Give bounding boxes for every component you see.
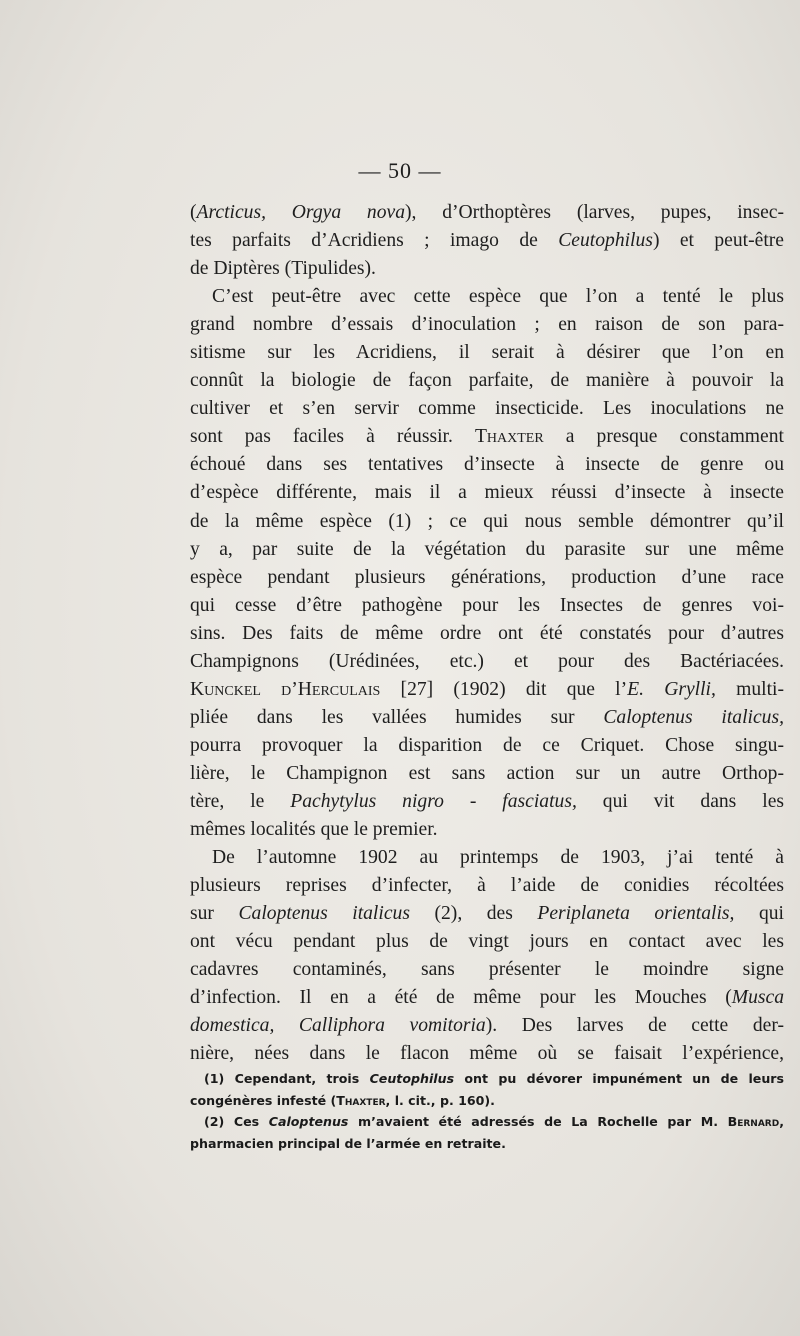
lines-line: [190, 760, 784, 788]
text-run: d’espèce différente, mais il a mieux réussi d’insecte à insecte: [190, 482, 784, 504]
lines-line: [190, 367, 784, 395]
text-run: ont pu dévorer impunément un de leurs: [454, 1071, 784, 1086]
footnotes-line: [190, 1090, 784, 1112]
text-run: (: [190, 202, 197, 223]
text-run: ont vécu pendant plus de vingt jours en contact avec les: [190, 931, 784, 953]
text-run: cultiver et s’en servir comme insecticide. Les inoculations ne: [190, 398, 784, 420]
text-run: pourra provoquer la disparition de ce Criquet. Chose singu-: [190, 734, 784, 756]
italic-text: E. Grylli,: [627, 678, 716, 700]
text-run: sur: [190, 903, 239, 925]
lines-line: [190, 227, 784, 255]
italic-text: Ceutophilus: [369, 1071, 455, 1086]
text-run: de la même espèce (1) ; ce qui nous semble démontrer qu’il: [190, 510, 784, 532]
lines-line: [190, 788, 784, 816]
footnotes-line: [190, 1111, 784, 1133]
italic-text: Ceutophilus: [558, 230, 653, 252]
text-run: , l. cit., p. 160).: [385, 1092, 495, 1108]
lines-line: [190, 620, 784, 648]
lines-line: [190, 423, 784, 451]
footnotes-line: [190, 1133, 784, 1155]
lines-line: [190, 1040, 784, 1068]
text-run: sins. Des faits de même ordre ont été constatés pour d’autres: [190, 622, 784, 644]
text-run: lière, le Champignon est sans action sur un autre Orthop-: [190, 762, 784, 784]
italic-text: Caloptenus italicus,: [603, 706, 784, 728]
text-run: De l’automne 1902 au printemps de 1903, j’ai tenté à: [212, 847, 784, 869]
lines-line: [190, 451, 784, 479]
italic-text: Musca: [731, 987, 784, 1009]
text-run: qui vit dans les: [576, 790, 785, 812]
italic-text: Caloptenus italicus: [238, 903, 410, 925]
italic-text: Pachytylus nigro - fasciatus,: [290, 790, 577, 812]
lines-line: [190, 732, 784, 760]
lines-line: [190, 1012, 784, 1040]
text-run: connût la biologie de façon parfaite, de manière à pouvoir la: [190, 370, 784, 392]
text-run: [27] (1902) dit que l’: [380, 678, 628, 700]
footnotes-line: [190, 1068, 784, 1090]
text-run: de Diptères (Tipulides).: [190, 258, 376, 280]
lines-line: [190, 255, 784, 283]
text-run: pharmacien principal de l’armée en retraite.: [190, 1135, 506, 1151]
text-run: qui cesse d’être pathogène pour les Insectes de genres voi-: [190, 594, 784, 616]
text-run: Champignons (Urédinées, etc.) et pour des Bactériacées.: [190, 650, 784, 672]
lines-line: [190, 816, 784, 844]
author-name: Bernard: [727, 1114, 780, 1129]
page-number: — 50 —: [358, 158, 442, 183]
lines-line: [190, 536, 784, 564]
lines-line: [190, 648, 784, 676]
text-run: y a, par suite de la végétation du parasite sur une même: [190, 538, 784, 560]
text-run: qui: [734, 903, 784, 925]
italic-text: Periplaneta orientalis,: [537, 903, 735, 925]
lines-line: [190, 844, 784, 872]
lines-line: [190, 872, 784, 900]
text-run: mêmes localités que le premier.: [190, 819, 438, 841]
footnotes: [190, 1068, 784, 1154]
author-name: Thaxter: [336, 1092, 386, 1108]
author-name: Kunckel d’Herculais: [190, 678, 381, 700]
text-run: ) et peut-être: [652, 230, 784, 252]
body-text: [190, 199, 784, 1068]
text-run: ), d’Orthoptères (larves, pupes, insec-: [405, 202, 784, 223]
text-run: nière, nées dans le flacon même où se faisait l’expérience,: [190, 1043, 784, 1065]
lines-line: [190, 283, 784, 311]
lines-line: [190, 508, 784, 536]
text-run: plusieurs reprises d’infecter, à l’aide de conidies récoltées: [190, 875, 784, 897]
text-run: (2) Ces: [204, 1114, 269, 1129]
lines-line: [190, 199, 784, 227]
text-run: (2), des: [409, 903, 538, 925]
lines-line: [190, 339, 784, 367]
lines-line: [190, 928, 784, 956]
text-run: congénères infesté (: [190, 1092, 337, 1108]
text-run: ,: [779, 1114, 784, 1129]
text-run: sitisme sur les Acridiens, il serait à désirer que l’on en: [190, 342, 784, 364]
lines-line: [190, 395, 784, 423]
text-run: sont pas faciles à réussir.: [190, 426, 475, 448]
text-run: espèce pendant plusieurs générations, production d’une race: [190, 566, 784, 588]
text-run: cadavres contaminés, sans présenter le moindre signe: [190, 959, 784, 981]
text-run: échoué dans ses tentatives d’insecte à insecte de genre ou: [190, 454, 784, 476]
italic-text: Arcticus, Orgya nova: [196, 202, 405, 223]
lines-line: [190, 704, 784, 732]
lines-line: [190, 900, 784, 928]
text-run: ). Des larves de cette der-: [485, 1015, 784, 1037]
italic-text: Caloptenus: [268, 1114, 349, 1129]
text-run: (1) Cependant, trois: [204, 1071, 370, 1086]
text-run: pliée dans les vallées humides sur: [190, 706, 604, 728]
lines-line: [190, 311, 784, 339]
text-run: a presque constamment: [543, 426, 784, 448]
lines-line: [190, 479, 784, 507]
lines-line: [190, 592, 784, 620]
italic-text: domestica, Calliphora vomitoria: [190, 1015, 486, 1037]
text-run: C’est peut-être avec cette espèce que l’on a tenté le plus: [212, 286, 784, 308]
text-run: grand nombre d’essais d’inoculation ; en raison de son para-: [190, 314, 784, 336]
text-run: tère, le: [190, 790, 291, 812]
lines-line: [190, 984, 784, 1012]
lines-line: [190, 956, 784, 984]
text-run: multi-: [715, 678, 784, 700]
author-name: Thaxter: [474, 426, 544, 448]
lines-line: [190, 564, 784, 592]
text-run: d’infection. Il en a été de même pour les Mouches (: [190, 987, 732, 1009]
text-run: m’avaient été adressés de La Rochelle par M.: [348, 1114, 728, 1129]
lines-line: [190, 676, 784, 704]
text-run: tes parfaits d’Acridiens ; imago de: [190, 230, 559, 252]
